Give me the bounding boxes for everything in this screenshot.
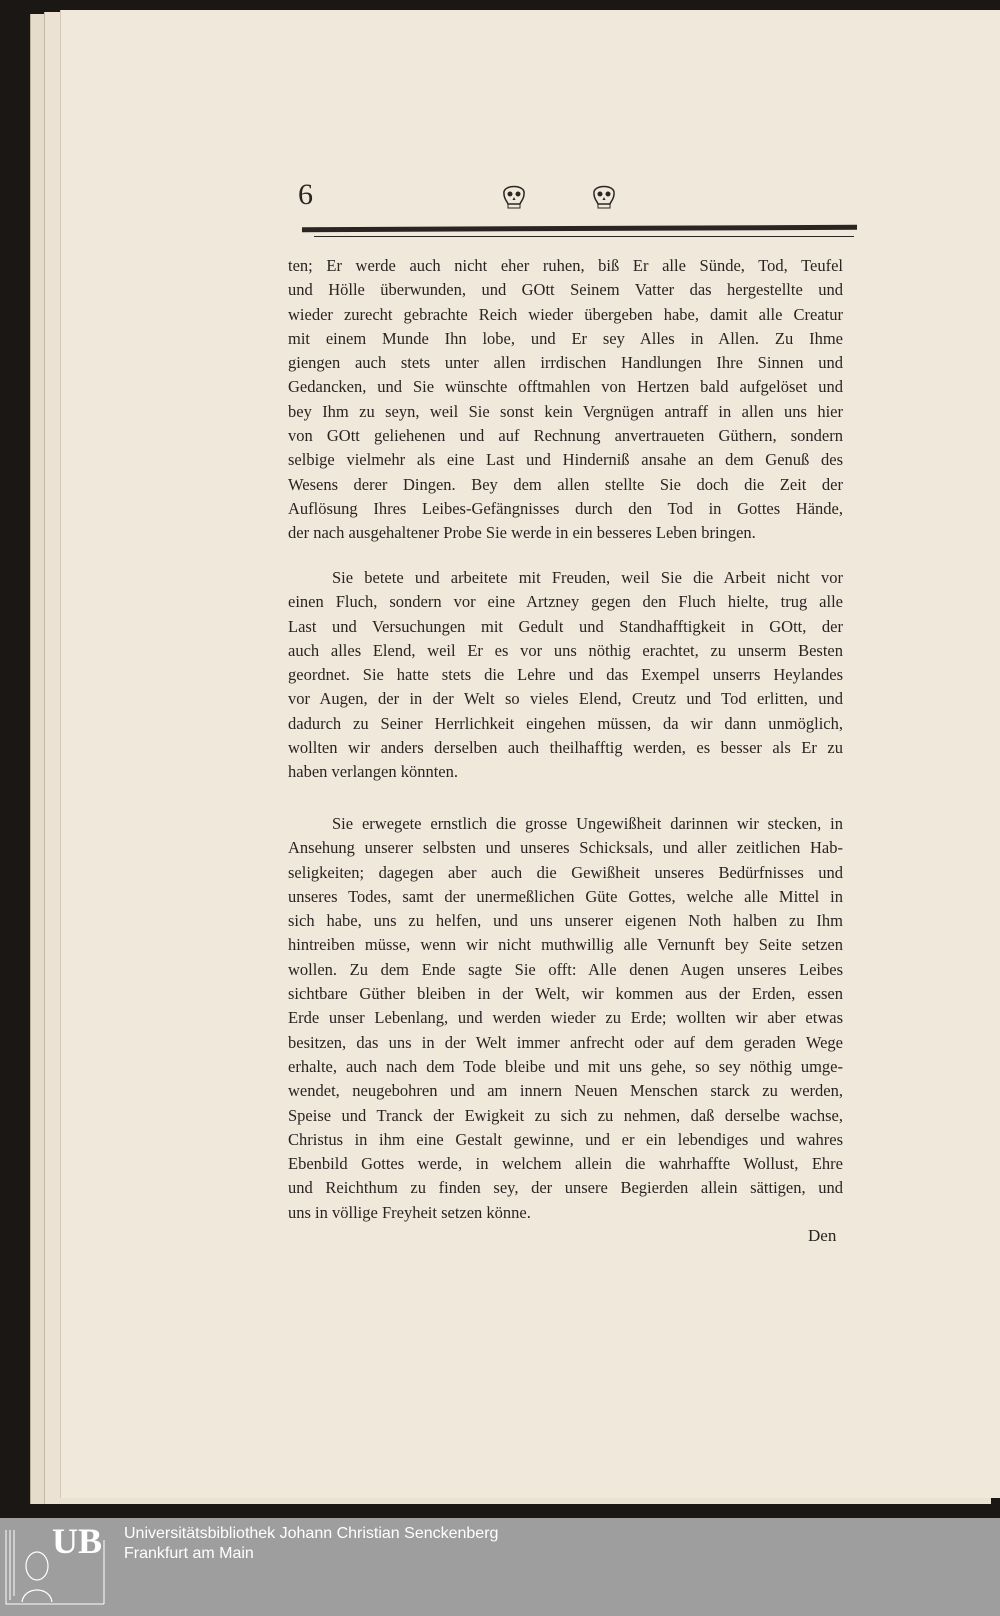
text-line: dadurch zu Seiner Herrlichkeit eingehen müssen, da wir dann unmöglich,	[288, 713, 843, 733]
text-line: Erde unser Lebenlang, und werden wieder zu Erde; wollten wir aber etwas	[288, 1008, 843, 1028]
text-line: Speise und Tranck der Ewigkeit zu sich zu nehmen, daß derselbe wachse,	[288, 1105, 843, 1125]
text-line: selbige vielmehr als eine Last und Hinderniß ansahe an dem Genuß des	[288, 450, 843, 470]
text-line: seligkeiten; dagegen aber auch die Gewißheit unseres Bedürfnisses und	[288, 862, 843, 882]
text-line: wollen. Zu dem Ende sagte Sie offt: Alle denen Augen unseres Leibes	[288, 959, 843, 979]
text-line: und Hölle überwunden, und GOtt Seinem Vatter das hergestellte und	[288, 280, 843, 300]
text-line: auch alles Elend, weil Er es vor uns nöthig erachtet, zu unserm Besten	[288, 640, 843, 660]
text-line: Ebenbild Gottes werde, in welchem allein die wahrhaffte Wollust, Ehre	[288, 1154, 843, 1174]
text-line: uns in völlige Freyheit setzen könne.	[288, 1202, 531, 1222]
text-line: vor Augen, der in der Welt so vieles Elend, Creutz und Tod erlitten, und	[288, 689, 843, 709]
text-line: geordnet. Sie hatte stets die Lehre und das Exempel unserrs Heylandes	[288, 665, 843, 685]
text-line: Last und Versuchungen mit Gedult und Standhafftigkeit in GOtt, der	[288, 616, 843, 636]
text-line: Ansehung unserer selbsten und unseres Schicksals, und aller zeitlichen Hab-	[288, 838, 843, 858]
text-line: bey Ihm zu seyn, weil Sie sonst kein Vergnügen antraff in allen uns hier	[288, 401, 843, 421]
page-number: 6	[298, 178, 313, 211]
text-line: hintreiben müsse, wenn wir nicht muthwillig alle Vernunft bey Seite setzen	[288, 935, 843, 955]
text-line: wendet, neugebohren und am innern Neuen Menschen starck zu werden,	[288, 1081, 843, 1101]
text-line: Sie erwegete ernstlich die grosse Ungewißheit darinnen wir stecken, in	[332, 814, 843, 833]
text-line: Wesens derer Dingen. Bey dem allen stellte Sie doch die Zeit der	[288, 474, 843, 494]
paragraph-3	[288, 812, 843, 1225]
text-line: besitzen, das uns in der Welt immer anfrecht oder auf dem geraden Wege	[288, 1032, 843, 1052]
text-line: wieder zurecht gebrachte Reich wieder übergeben habe, damit alle Creatur	[288, 304, 843, 324]
text-line: unseres Todes, samt der unermeßlichen Güte Gottes, welche alle Mittel in	[288, 886, 843, 906]
text-line: der nach ausgehaltener Probe Sie werde in ein besseres Leben bringen.	[288, 523, 756, 543]
library-name: Universitätsbibliothek Johann Christian Senckenberg	[124, 1525, 499, 1542]
skull-ornament-icon	[590, 180, 618, 210]
text-line: sich habe, uns zu helfen, und uns unserer eigenen Noth halben zu Ihm	[288, 911, 843, 931]
text-line: sichtbare Güther bleiben in der Welt, wir kommen aus der Erden, essen	[288, 984, 843, 1004]
text-line: erhalte, auch nach dem Tode bleibe und mit uns gehe, so sey nöthig umge-	[288, 1056, 843, 1076]
text-line: einen Fluch, sondern vor eine Artzney gegen den Fluch hielte, trug alle	[288, 592, 843, 612]
skull-ornament-icon	[500, 180, 528, 210]
paragraph-1	[288, 254, 843, 546]
paragraph-2	[288, 566, 843, 785]
text-line: ten; Er werde auch nicht eher ruhen, biß Er alle Sünde, Tod, Teufel	[288, 256, 843, 275]
text-line: giengen auch stets unter allen irrdischen Handlungen Ihre Sinnen und	[288, 353, 843, 373]
text-line: Sie betete und arbeitete mit Freuden, weil Sie die Arbeit nicht vor	[332, 568, 843, 587]
text-line: mit einem Munde Ihn lobe, und Er sey Alles in Allen. Zu Ihme	[288, 328, 843, 348]
text-line: von GOtt geliehenen und auf Rechnung anvertraueten Güthern, sondern	[288, 426, 843, 446]
text-line: haben verlangen könnten.	[288, 762, 458, 782]
library-location: Frankfurt am Main	[124, 1545, 254, 1562]
text-line: Auflösung Ihres Leibes-Gefängnisses durch den Tod in Gottes Hände,	[288, 498, 843, 518]
text-line: und Reichthum zu finden sey, der unsere Begierden allein sättigen, und	[288, 1178, 843, 1198]
header-rule-thin	[314, 236, 854, 237]
text-line: Gedancken, und Sie wünschte offtmahlen von Hertzen bald aufgelöset und	[288, 377, 843, 397]
text-line: Christus in ihm eine Gestalt gewinne, und er ein lebendiges und wahres	[288, 1129, 843, 1149]
library-logo-text: UB	[52, 1521, 103, 1561]
catchword: Den	[808, 1226, 837, 1245]
text-line: wollten wir anders derselben auch theilhafftig werden, es besser als Er zu	[288, 738, 843, 758]
